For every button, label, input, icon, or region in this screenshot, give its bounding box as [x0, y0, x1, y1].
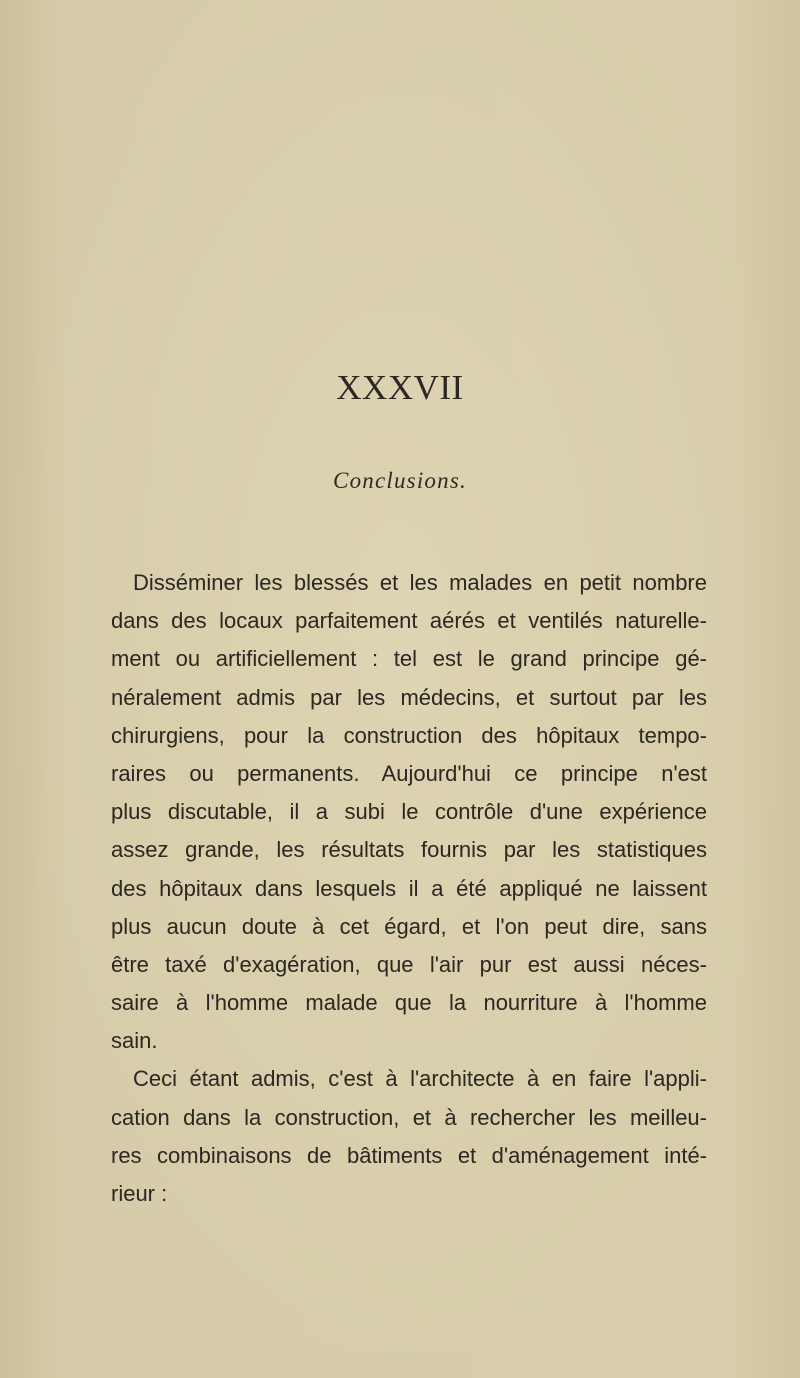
text-line: plus discutable, il a subi le contrôle d'une expérience: [111, 799, 707, 825]
text-line: ment ou artificiellement : tel est le grand principe gé-: [111, 646, 707, 672]
text-line: sain.: [111, 1028, 158, 1054]
text-line: Disséminer les blessés et les malades en petit nombre: [133, 570, 707, 595]
text-line: des hôpitaux dans lesquels il a été appliqué ne laissent: [111, 875, 707, 901]
text-line: assez grande, les résultats fournis par les statistiques: [111, 837, 707, 863]
text-line: chirurgiens, pour la construction des hôpitaux tempo-: [111, 722, 707, 748]
text-line: néralement admis par les médecins, et surtout par les: [111, 684, 707, 710]
text-line: cation dans la construction, et à rechercher les meilleu-: [111, 1104, 707, 1130]
chapter-title: Conclusions.: [333, 468, 467, 493]
text-line: res combinaisons de bâtiments et d'aménagement inté-: [111, 1142, 707, 1168]
paragraph-1: [111, 564, 707, 1060]
text-line: rieur :: [111, 1181, 168, 1206]
text-line: Ceci étant admis, c'est à l'architecte à en faire l'appli-: [133, 1066, 707, 1092]
text-line: plus aucun doute à cet égard, et l'on peut dire, sans: [111, 913, 707, 939]
paragraph-2: [111, 1060, 707, 1213]
chapter-number: XXXVII: [336, 368, 464, 407]
body-text: [111, 564, 707, 1213]
text-line: être taxé d'exagération, que l'air pur est aussi néces-: [111, 951, 707, 977]
text-line: raires ou permanents. Aujourd'hui ce principe n'est: [111, 760, 707, 786]
text-line: saire à l'homme malade que la nourriture à l'homme: [111, 990, 707, 1016]
text-line: dans des locaux parfaitement aérés et ventilés naturelle-: [111, 608, 707, 634]
